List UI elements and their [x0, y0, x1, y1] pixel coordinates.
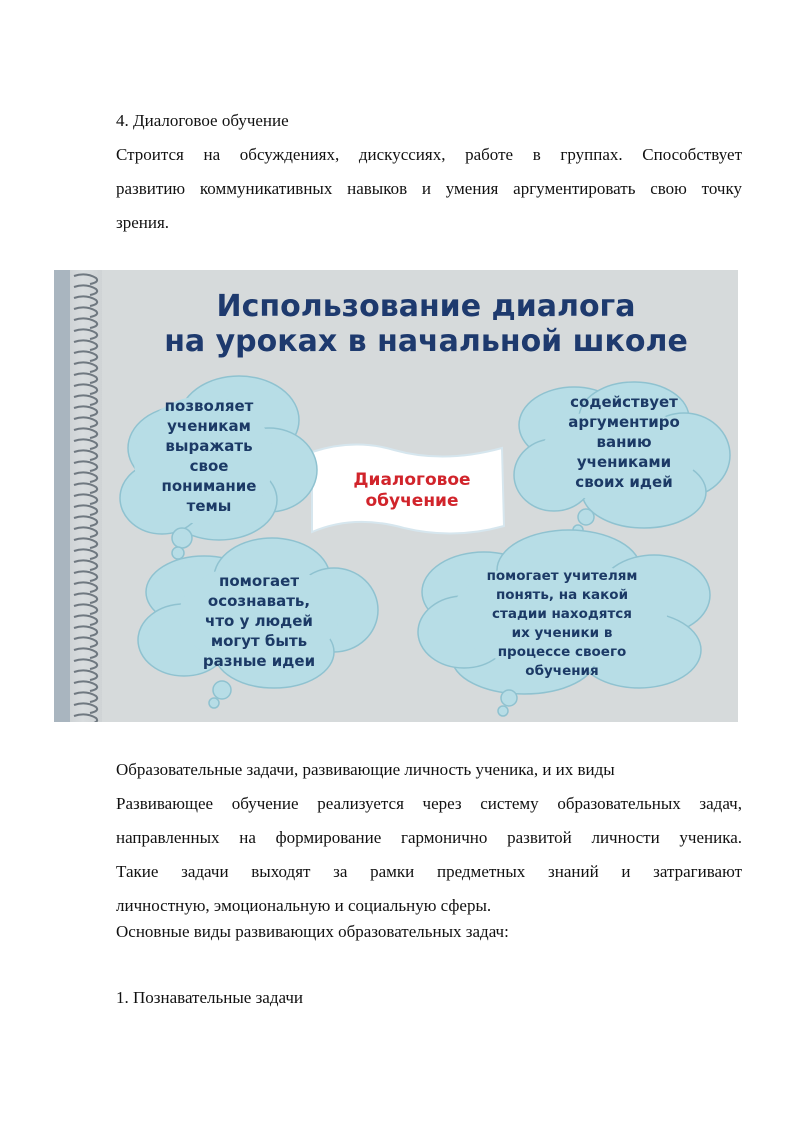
spiral-ring	[74, 560, 97, 570]
spiral-ring	[74, 538, 97, 548]
spiral-ring	[74, 384, 97, 394]
task-type-1: 1. Познавательные задачи	[116, 988, 303, 1007]
paragraph-line: развитию коммуникативных навыков и умения аргументировать свою точку	[116, 179, 742, 198]
spiral-ring	[74, 615, 97, 625]
spiral-ring	[74, 461, 97, 471]
spiral-ring	[74, 692, 97, 702]
spiral-ring	[74, 637, 97, 647]
paragraph-line: Развивающее обучение реализуется через систему образовательных задач,	[116, 794, 742, 813]
spiral-ring	[74, 395, 97, 405]
spiral-ring	[74, 626, 97, 636]
paragraph-line: зрения.	[116, 213, 170, 232]
spiral-ring	[74, 505, 97, 515]
spiral-ring	[74, 593, 97, 603]
spiral-ring	[74, 703, 97, 713]
spiral-ring	[74, 494, 97, 504]
spiral-ring	[74, 340, 97, 350]
spiral-ring	[74, 681, 97, 691]
spiral-ring	[74, 472, 97, 482]
cloud-text-bottom-left: помогает осознавать, что у людей могут быть разные идеи	[202, 572, 316, 670]
paragraph-line: Такие задачи выходят за рамки предметных знаний и затрагивают	[116, 862, 742, 881]
spiral-ring	[74, 527, 97, 537]
cloud-text-top-right: содействует аргументиро ванию учениками своих идей	[568, 393, 680, 491]
spiral-rings	[74, 274, 97, 722]
spiral-ring	[74, 406, 97, 416]
spiral-ring	[74, 670, 97, 680]
spiral-ring	[74, 483, 97, 493]
spiral-ring	[74, 582, 97, 592]
tasks-heading: Образовательные задачи, развивающие личность ученика, и их виды	[116, 760, 615, 779]
section-paragraph	[116, 138, 742, 240]
section-heading: 4. Диалоговое обучение	[116, 111, 289, 130]
slide-title-line2: на уроках в начальной школе	[164, 324, 688, 359]
spiral-ring	[74, 296, 97, 306]
spiral-ring	[74, 659, 97, 669]
spiral-ring	[74, 417, 97, 427]
banner-label: Диалоговое обучение	[353, 470, 471, 511]
tasks-paragraph	[116, 787, 742, 923]
paragraph-line: Строится на обсуждениях, дискуссиях, работе в группах. Способствует	[116, 145, 742, 164]
slide-title-line1: Использование диалога	[216, 289, 636, 324]
spiral-ring	[74, 648, 97, 658]
spiral-ring	[74, 285, 97, 295]
spiral-ring	[74, 318, 97, 328]
spiral-ring	[74, 373, 97, 383]
paragraph-line: личностную, эмоциональную и социальную сферы.	[116, 896, 492, 915]
spiral-ring	[74, 571, 97, 581]
spiral-ring	[74, 516, 97, 526]
spiral-ring	[74, 329, 97, 339]
spiral-ring	[74, 604, 97, 614]
cloud-text-top-left: позволяет ученикам выражать свое понимание темы	[161, 397, 257, 515]
spiral-ring	[74, 307, 97, 317]
task-types-intro: Основные виды развивающих образовательных задач:	[116, 922, 509, 941]
spiral-ring	[74, 274, 97, 284]
spiral-ring	[74, 362, 97, 372]
spiral-ring	[74, 428, 97, 438]
paragraph-line: направленных на формирование гармонично развитой личности ученика.	[116, 828, 742, 847]
dialogue-slide-image	[54, 270, 738, 722]
spiral-ring	[74, 351, 97, 361]
spiral-ring	[74, 450, 97, 460]
spiral-ring	[74, 549, 97, 559]
cloud-text-bottom-right: помогает учителям понять, на какой стадии находятся их ученики в процессе своего обучения	[486, 568, 638, 679]
spiral-ring	[74, 439, 97, 449]
spiral-ring	[74, 714, 97, 722]
